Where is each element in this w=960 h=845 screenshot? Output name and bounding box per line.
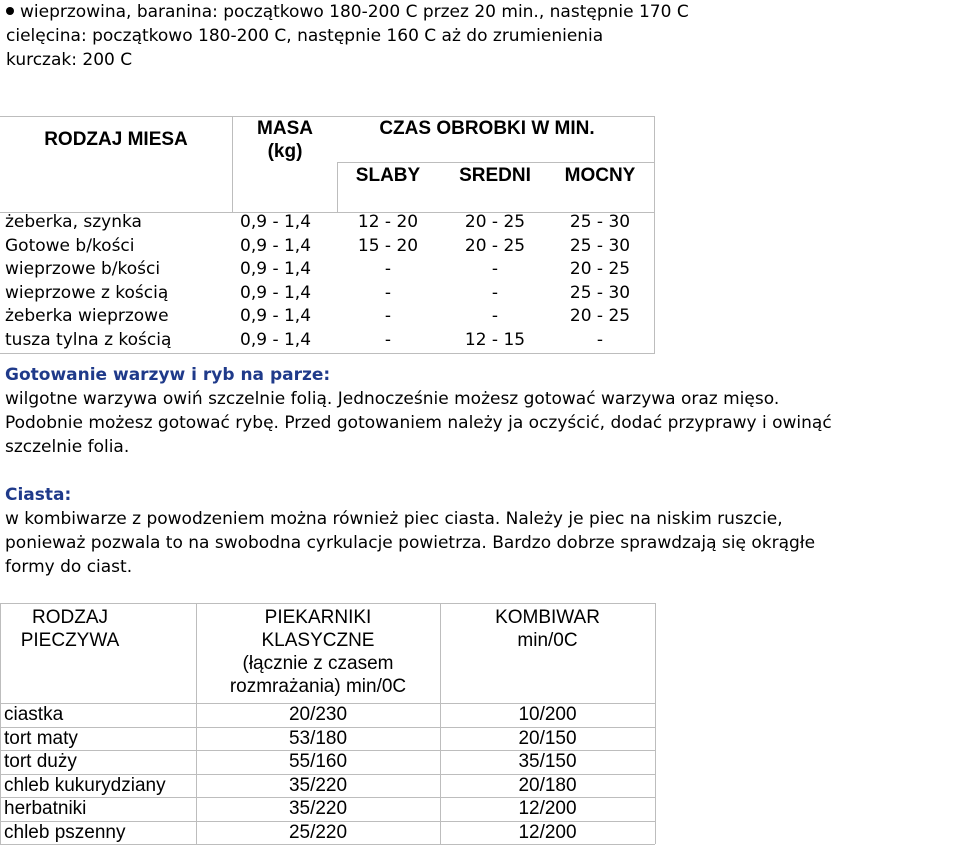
- header-classic-line-3: (łącznie z czasem: [242, 653, 394, 674]
- meat-cell-medium: -: [491, 282, 499, 303]
- header-classic-line-4: rozmrażania) min/0C: [229, 676, 407, 697]
- meat-cell-mass: 0,9 - 1,4: [240, 282, 312, 303]
- meat-cell-weak: -: [384, 329, 392, 350]
- intro-veal-text: cielęcina: początkowo 180-200 C, następnie 160 C aż do zrumienienia: [6, 26, 604, 46]
- meat-cell-medium: -: [491, 306, 499, 326]
- bake-cell-combi: 20/150: [518, 727, 577, 749]
- meat-cell-mass: 0,9 - 1,4: [240, 212, 312, 232]
- meat-cell-medium: 12 - 15: [464, 329, 526, 350]
- bake-cell-combi: 10/200: [518, 704, 577, 725]
- bake-cell-combi: 20/180: [518, 774, 577, 796]
- steam-text-line-2: Podobnie możesz gotować rybę. Przed gotowaniem należy ja oczyścić, dodać przyprawy i owinąć: [5, 413, 832, 433]
- meat-cell-weak: 12 - 20: [357, 212, 419, 232]
- header-mass: MASA (kg): [257, 118, 313, 162]
- steam-section-text: [5, 387, 955, 459]
- header-weak: SLABY: [355, 165, 421, 186]
- meat-cell-strong: 20 - 25: [569, 259, 631, 279]
- cake-text-line-2: ponieważ pozwala to na swobodna cyrkulacje powietrza. Bardzo dobrze sprawdzają się okrągłe: [5, 533, 816, 553]
- header-classic-line-2: KLASYCZNE: [261, 630, 375, 651]
- meat-cell-strong: 25 - 30: [569, 235, 631, 256]
- baking-table: [0, 603, 656, 844]
- bake-cell-classic: 35/220: [288, 774, 348, 796]
- bake-cell-combi: 12/200: [518, 821, 577, 843]
- cake-text-line-1: w kombiwarze z powodzeniem można również piec ciasta. Należy je piec na niskim ruszcie,: [5, 509, 783, 529]
- meat-cell-strong: 20 - 25: [569, 306, 631, 326]
- meat-cell-medium: -: [491, 259, 499, 279]
- meat-cell-mass: 0,9 - 1,4: [240, 306, 312, 326]
- meat-cell-name: wieprzowe z kością: [5, 282, 169, 303]
- bullet-icon: [6, 7, 14, 15]
- bake-cell-combi: 35/150: [518, 751, 577, 772]
- bake-cell-name: chleb pszenny: [4, 821, 126, 843]
- steam-text-line-3: szczelnie folia.: [5, 437, 130, 457]
- cake-section-heading: Ciasta:: [5, 485, 72, 505]
- cake-section-text: [5, 507, 955, 579]
- bake-cell-classic: 25/220: [288, 821, 348, 843]
- meat-cell-name: żeberka wieprzowe: [5, 306, 169, 326]
- bake-cell-name: ciastka: [4, 704, 64, 725]
- header-cooking-time: CZAS OBROBKI W MIN.: [379, 118, 595, 139]
- bake-cell-name: tort maty: [4, 727, 78, 749]
- header-strong: MOCNY: [564, 165, 636, 186]
- meat-cooking-table: [0, 116, 655, 354]
- header-pastry-type-line-2: PIECZYWA: [20, 630, 120, 651]
- header-medium: SREDNI: [459, 165, 531, 186]
- meat-cell-weak: -: [384, 282, 392, 303]
- meat-cell-name: tusza tylna z kością: [5, 329, 172, 350]
- meat-cell-strong: 25 - 30: [569, 212, 631, 232]
- meat-cell-strong: 25 - 30: [569, 282, 631, 303]
- steam-section-heading: Gotowanie warzyw i ryb na parze:: [5, 365, 331, 385]
- meat-cell-mass: 0,9 - 1,4: [240, 259, 312, 279]
- meat-cell-weak: -: [384, 259, 392, 279]
- meat-cell-strong: -: [596, 329, 604, 350]
- header-classic-oven: [196, 606, 440, 698]
- header-meat-type: RODZAJ MIESA: [44, 129, 188, 150]
- header-combi-line-2: min/0C: [517, 630, 578, 651]
- bake-cell-classic: 20/230: [288, 704, 348, 725]
- bake-cell-name: herbatniki: [4, 798, 87, 819]
- header-pastry-type: [0, 606, 140, 652]
- header-combi-steamer: [440, 606, 655, 652]
- bake-cell-classic: 35/220: [288, 798, 348, 819]
- meat-cell-mass: 0,9 - 1,4: [240, 235, 312, 256]
- header-combi-line-1: KOMBIWAR: [495, 607, 600, 628]
- bake-cell-combi: 12/200: [518, 798, 577, 819]
- meat-cell-medium: 20 - 25: [464, 235, 526, 256]
- bake-cell-classic: 53/180: [288, 727, 348, 749]
- intro-chicken-text: kurczak: 200 C: [6, 50, 133, 70]
- bake-cell-name: tort duży: [4, 751, 77, 772]
- header-classic-line-1: PIEKARNIKI: [264, 607, 372, 628]
- steam-text-line-1: wilgotne warzywa owiń szczelnie folią. Jednocześnie możesz gotować warzywa oraz mięso.: [5, 389, 780, 409]
- meat-cell-name: wieprzowe b/kości: [5, 259, 161, 279]
- meat-cell-weak: 15 - 20: [357, 235, 419, 256]
- meat-cell-name: Gotowe b/kości: [5, 235, 135, 256]
- meat-cell-mass: 0,9 - 1,4: [240, 329, 312, 350]
- intro-pork-text: wieprzowina, baranina: początkowo 180-200 C przez 20 min., następnie 170 C: [20, 2, 689, 22]
- meat-cell-name: żeberka, szynka: [5, 212, 142, 232]
- meat-cell-weak: -: [384, 306, 392, 326]
- meat-cell-medium: 20 - 25: [464, 212, 526, 232]
- header-pastry-type-line-1: RODZAJ: [32, 607, 108, 628]
- bake-cell-name: chleb kukurydziany: [4, 774, 166, 796]
- cake-text-line-3: formy do ciast.: [5, 557, 133, 577]
- intro-bullet-line: [0, 0, 689, 24]
- bake-cell-classic: 55/160: [288, 751, 348, 772]
